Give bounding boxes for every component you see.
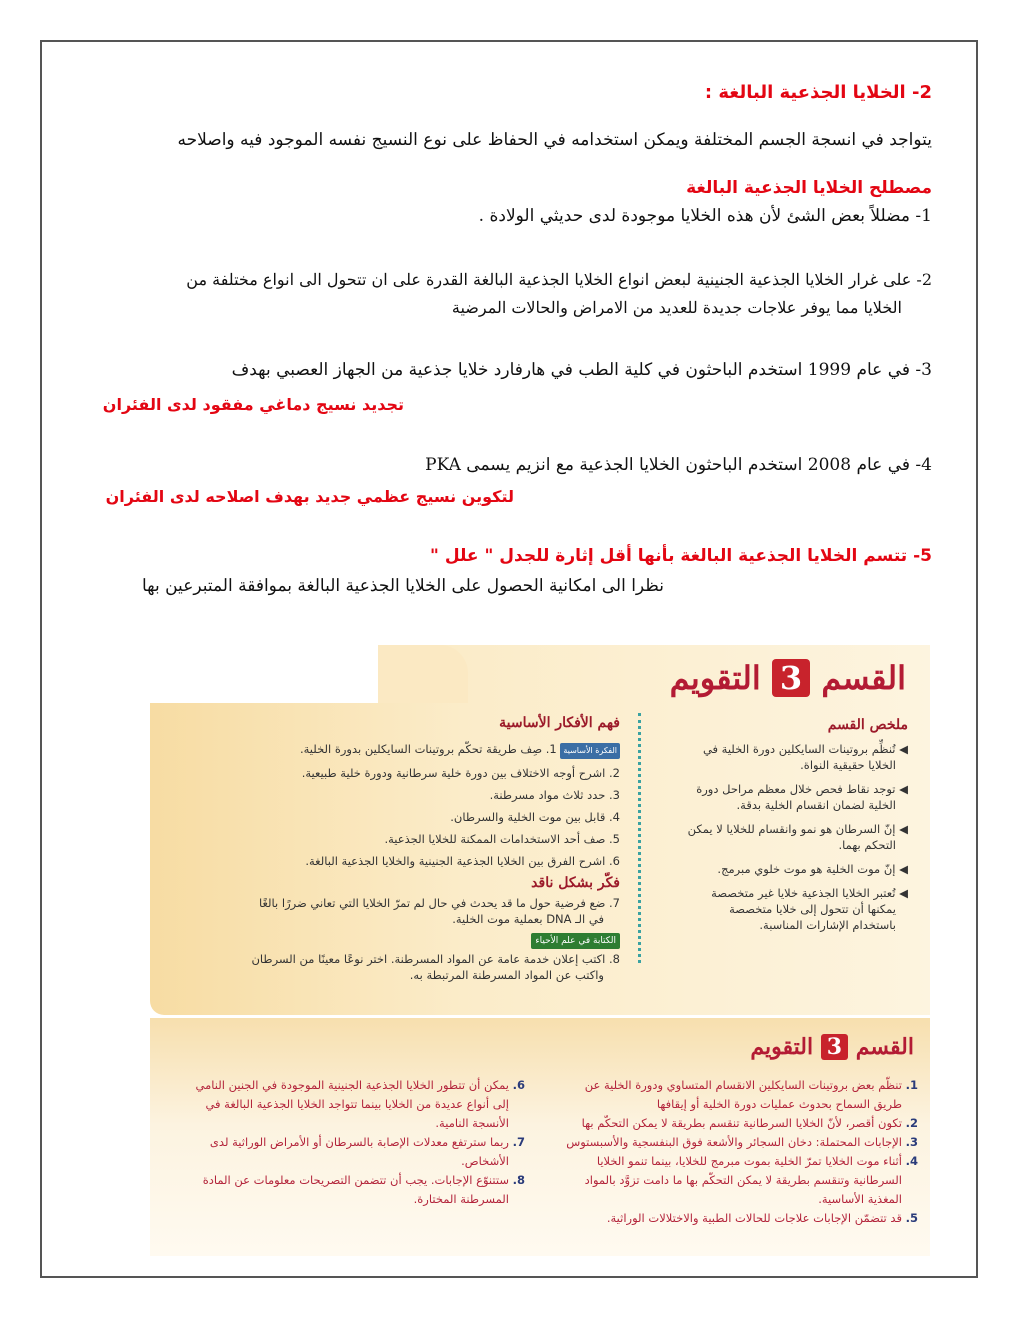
item-1 xyxy=(170,741,620,759)
section-heading: 2- الخلايا الجذعية البالغة : xyxy=(704,82,932,103)
answer-line: 2. تكون أقصر، لأنّ الخلايا السرطانية تنقسم بطريقة لا يمكن التحكّم بها xyxy=(581,1116,918,1130)
panel-title-word1: القسم xyxy=(821,659,906,697)
answer-line: 8. ستتنوّع الإجابات. يجب أن تتضمن التصريحات معلومات عن المادة xyxy=(202,1173,525,1187)
summary-list xyxy=(648,741,908,933)
panel-tab-curve xyxy=(378,645,468,703)
answer-line: 4. أثناء موت الخلايا تمرّ الخلية بموت مبرمج للخلايا، بينما تنمو الخلايا xyxy=(596,1154,918,1168)
summary-line: يمكنها أن تتحول إلى خلايا متخصصة xyxy=(729,902,896,916)
answer-line: المسرطنة المختارة. xyxy=(413,1192,509,1206)
summary-line: ◀ إنّ موت الخلية هو موت خلوي مبرمج. xyxy=(717,862,908,876)
item-8-line-2: واكتب عن المواد المسرطنة المرتبطة به. xyxy=(409,968,604,982)
summary-line: ◀ توجد نقاط فحص خلال معظم مراحل دورة xyxy=(696,782,908,796)
answer-line: الأنسجة النامية. xyxy=(435,1116,509,1130)
answer-line: المغذية الأساسية. xyxy=(818,1192,902,1206)
answer-line: 6. يمكن أن تتطور الخلايا الجذعية الجنينية الموجودة في الجنين النامي xyxy=(195,1078,525,1092)
answer-line: 3. الإجابات المحتملة: دخان السجائر والأشعة فوق البنفسجية والأسبستوس xyxy=(566,1135,918,1149)
panel-title-number: 3 xyxy=(772,659,810,697)
item-4: 4. قابل بين موت الخلية والسرطان. xyxy=(450,810,620,824)
point-3-answer: تجديد نسيج دماغي مفقود لدى الفئران xyxy=(102,395,404,414)
answer-line: 7. ربما سترتفع معدلات الإصابة بالسرطان أو الأمراض الوراثية لدى xyxy=(209,1135,525,1149)
answers-right-column xyxy=(548,1076,918,1228)
intro-text: يتواجد في انسجة الجسم المختلفة ويمكن استخدامه في الحفاظ على نوع النسيج نفسه الموجود فيه واصلاحه xyxy=(177,130,932,150)
answer-line: إلى أنواع عديدة من الخلايا بينما تتواجد الخلايا الجذعية البالغة في xyxy=(205,1097,509,1111)
answers-panel xyxy=(150,1018,930,1256)
point-2-line-2: الخلايا مما يوفر علاجات جديدة للعديد من الامراض والحالات المرضية xyxy=(451,298,902,317)
writing-in-biology-tag: الكتابة في علم الأحياء xyxy=(531,933,620,949)
point-1: 1- مضللاً بعض الشئ لأن هذه الخلايا موجودة لدى حديثي الولادة . xyxy=(478,206,932,226)
answer-line: الأشخاص. xyxy=(461,1154,509,1168)
summary-heading: ملخص القسم xyxy=(827,717,908,733)
summary-line: الخلية لضمان انقسام الخلية بدقة. xyxy=(736,798,896,812)
column-divider xyxy=(638,713,641,963)
answer-line: السرطانية وتنقسم بطريقة لا يمكن التحكّم بها ما دامت تزوَّد بالمواد xyxy=(584,1173,902,1187)
answers-left-column xyxy=(155,1076,525,1209)
critical-thinking-heading: فكّر بشكل ناقد xyxy=(531,875,620,891)
answer-line: 1. تنظّم بعض بروتينات السايكلين الانقسام المتساوي ودورة الخلية عن xyxy=(584,1078,918,1092)
answers-title-word2: التقويم xyxy=(750,1034,814,1060)
summary-line: الخلايا حقيقية النواة. xyxy=(800,758,896,772)
item-7-line-1: 7. ضع فرضية حول ما قد يحدث في حال لم تمرّ الخلايا التي تعاني ضررًا بالغًا xyxy=(258,896,620,910)
term-title: مصطلح الخلايا الجذعية البالغة xyxy=(686,178,932,198)
item-8-line-1: 8. اكتب إعلان خدمة عامة عن المواد المسرطنة. اختر نوعًا معينًا من السرطان xyxy=(251,952,620,966)
panel-title-word2: التقويم xyxy=(669,659,761,697)
summary-line: ◀ إنّ السرطان هو نمو وانقسام للخلايا لا يمكن xyxy=(687,822,908,836)
answers-title-word1: القسم xyxy=(855,1034,914,1060)
summary-line: التحكم بهما. xyxy=(838,838,896,852)
panel-tab-cutout xyxy=(150,645,385,703)
point-3: 3- في عام 1999 استخدم الباحثون في كلية الطب في هارفارد خلايا جذعية من الجهاز العصبي بهدف xyxy=(231,360,932,380)
point-4-answer: لتكوين نسيج عظمي جديد بهدف اصلاحه لدى الفئران xyxy=(105,487,514,506)
main-idea-tag: الفكرة الأساسية xyxy=(560,743,620,759)
point-5-answer: نظرا الى امكانية الحصول على الخلايا الجذعية البالغة بموافقة المتبرعين بها xyxy=(141,576,664,596)
summary-line: باستخدام الإشارات المناسبة. xyxy=(759,918,896,932)
main-ideas-heading: فهم الأفكار الأساسية xyxy=(499,715,620,731)
point-2-line-1: 2- على غرار الخلايا الجذعية الجنينية لبعض انواع الخلايا الجذعية البالغة القدرة على ان تتحول الى انواع مختلفة من xyxy=(186,270,932,289)
summary-line: ◀ تُعتبر الخلايا الجذعية خلايا غير متخصصة xyxy=(711,886,908,900)
answers-title xyxy=(750,1034,914,1060)
item-6: 6. اشرح الفرق بين الخلايا الجذعية الجنينية والخلايا الجذعية البالغة. xyxy=(305,854,620,868)
summary-line: ◀ تُنظِّم بروتينات السايكلين دورة الخلية في xyxy=(702,742,908,756)
point-5-question: 5- تتسم الخلايا الجذعية البالغة بأنها أقل إثارة للجدل " علل " xyxy=(430,546,932,566)
item-7-line-2: في الـ DNA بعملية موت الخلية. xyxy=(452,912,604,926)
panel-title xyxy=(670,659,906,697)
answer-line: طريق السماح بحدوث عمليات دورة الخلية أو إيقافها xyxy=(656,1097,902,1111)
answer-line: 5. قد تتضمّن الإجابات علاجات للحالات الطبية والاختلالات الوراثية. xyxy=(606,1211,918,1225)
point-4: 4- في عام 2008 استخدم الباحثون الخلايا الجذعية مع انزيم يسمى PKA xyxy=(425,455,932,475)
main-ideas-list xyxy=(170,741,620,983)
item-3: 3. حدد ثلاث مواد مسرطنة. xyxy=(489,788,620,802)
item-5: 5. صف أحد الاستخدامات الممكنة للخلايا الجذعية. xyxy=(384,832,620,846)
item-1-text: 1. صِف طريقة تحكّم بروتينات السايكلين بدورة الخلية. xyxy=(299,742,557,756)
writing-tag-row xyxy=(170,931,620,949)
item-2: 2. اشرح أوجه الاختلاف بين دورة خلية سرطانية ودورة خلية طبيعية. xyxy=(301,766,620,780)
answers-title-number: 3 xyxy=(821,1034,848,1060)
